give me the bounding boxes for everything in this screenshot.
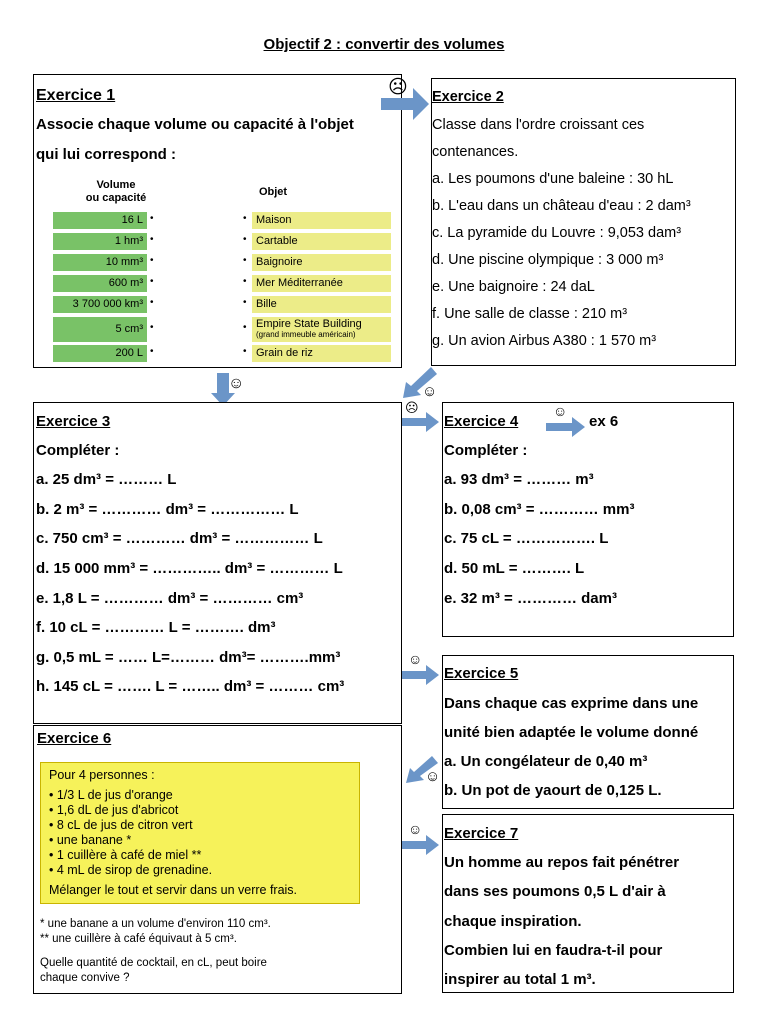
sad-face-icon: ☹: [388, 77, 408, 98]
object-cell: Grain de riz: [252, 345, 391, 362]
exercise-1-heading: Exercice 1: [36, 87, 116, 104]
object-note: (grand immeuble américain): [256, 330, 356, 339]
happy-face-icon: ☺: [425, 768, 441, 785]
arrow-right-icon: [402, 664, 440, 686]
happy-face-icon: ☺: [228, 375, 245, 392]
exercise-6-question: Quelle quantité de cocktail, en cL, peut boire: [40, 957, 267, 969]
page-title: Objectif 2 : convertir des volumes: [263, 36, 505, 53]
exercise-2-item: f. Une salle de classe : 210 m³: [432, 306, 628, 322]
exercise-3-item: f. 10 cL = ………… L = ………. dm³: [36, 619, 276, 636]
exercise-5-line: Dans chaque cas exprime dans une: [444, 695, 699, 712]
exercise-3-item: a. 25 dm³ = ……… L: [36, 471, 177, 488]
object-cell: Mer Méditerranée: [252, 275, 391, 292]
volume-column-header: [53, 179, 179, 205]
exercise-4-item: e. 32 m³ = ………… dam³: [444, 590, 617, 607]
exercise-3-item: d. 15 000 mm³ = ………….. dm³ = ………… L: [36, 560, 343, 577]
happy-face-icon: ☺: [408, 821, 423, 837]
exercise-1-instruction-1: Associe chaque volume ou capacité à l'objet: [36, 116, 354, 133]
exercise-3-item: h. 145 cL = ……. L = …….. dm³ = ……… cm³: [36, 678, 345, 695]
object-column-header: Objet: [258, 186, 288, 198]
match-dot-right[interactable]: •: [243, 322, 247, 333]
exercise-2-item: c. La pyramide du Louvre : 9,053 dam³: [432, 225, 682, 241]
exercise-5-line: b. Un pot de yaourt de 0,125 L.: [444, 782, 662, 799]
recipe-ingredient: • 8 cL de jus de citron vert: [49, 818, 193, 832]
match-dot-left[interactable]: •: [150, 234, 154, 245]
volume-cell: 1 hm³: [53, 233, 147, 250]
volume-cell: 600 m³: [53, 275, 147, 292]
recipe-instruction: Mélanger le tout et servir dans un verre frais.: [49, 883, 298, 897]
match-dot-right[interactable]: •: [243, 213, 247, 224]
match-dot-left[interactable]: •: [150, 346, 154, 357]
match-dot-left[interactable]: •: [150, 213, 154, 224]
object-cell-empire: [252, 317, 391, 342]
exercise-2-item: g. Un avion Airbus A380 : 1 570 m³: [432, 333, 657, 349]
exercise-3-heading: Exercice 3: [36, 413, 111, 430]
match-dot-right[interactable]: •: [243, 255, 247, 266]
exercise-7-line: chaque inspiration.: [444, 913, 582, 930]
match-dot-left[interactable]: •: [150, 322, 154, 333]
match-dot-left[interactable]: •: [150, 276, 154, 287]
happy-face-icon: ☺: [408, 651, 423, 667]
volume-header-line-1: Volume: [96, 179, 136, 191]
exercise-4-intro: Compléter :: [444, 442, 528, 459]
volume-cell: 3 700 000 km³: [53, 296, 147, 313]
recipe-ingredient: • 1 cuillère à café de miel **: [49, 848, 202, 862]
exercise-6-link[interactable]: ex 6: [589, 413, 619, 430]
match-dot-left[interactable]: •: [150, 255, 154, 266]
exercise-7-heading: Exercice 7: [444, 825, 519, 842]
exercise-3-item: b. 2 m³ = ………… dm³ = …………… L: [36, 501, 299, 518]
volume-cell: 10 mm³: [53, 254, 147, 271]
exercise-7-line: inspirer au total 1 m³.: [444, 971, 596, 988]
exercise-6-heading: Exercice 6: [37, 730, 112, 747]
match-dot-left[interactable]: •: [150, 297, 154, 308]
object-cell: Maison: [252, 212, 391, 229]
recipe-ingredient: • 1,6 dL de jus d'abricot: [49, 803, 179, 817]
arrow-right-icon: [402, 834, 440, 856]
exercise-1-instruction-2: qui lui correspond :: [36, 146, 177, 163]
exercise-5-line: unité bien adaptée le volume donné: [444, 724, 699, 741]
recipe-ingredient: • une banane *: [49, 833, 132, 847]
exercise-4-item: b. 0,08 cm³ = ………… mm³: [444, 501, 635, 518]
match-dot-right[interactable]: •: [243, 297, 247, 308]
exercise-7-line: dans ses poumons 0,5 L d'air à: [444, 883, 666, 900]
exercise-7-line: Un homme au repos fait pénétrer: [444, 854, 680, 871]
happy-face-icon: ☺: [422, 383, 438, 400]
recipe-ingredient: • 4 mL de sirop de grenadine.: [49, 863, 213, 877]
exercise-2-intro-2: contenances.: [432, 144, 519, 160]
exercise-2-item: e. Une baignoire : 24 daL: [432, 279, 595, 295]
object-cell: Bille: [252, 296, 391, 313]
exercise-3-intro: Compléter :: [36, 442, 120, 459]
arrow-right-icon: [546, 416, 586, 438]
match-dot-right[interactable]: •: [243, 346, 247, 357]
match-dot-right[interactable]: •: [243, 276, 247, 287]
exercise-4-item: d. 50 mL = ………. L: [444, 560, 585, 577]
volume-header-line-2: ou capacité: [85, 192, 147, 204]
exercise-2-item: a. Les poumons d'une baleine : 30 hL: [432, 171, 674, 187]
exercise-3-item: g. 0,5 mL = …… L=……… dm³= ……….mm³: [36, 649, 341, 666]
exercise-6-note: ** une cuillère à café équivaut à 5 cm³.: [40, 933, 237, 945]
volume-cell: 5 cm³: [53, 317, 147, 342]
exercise-4-item: c. 75 cL = ……………. L: [444, 530, 609, 547]
exercise-4-item: a. 93 dm³ = ……… m³: [444, 471, 594, 488]
object-label: Empire State Building: [256, 318, 362, 330]
exercise-6-note: * une banane a un volume d'environ 110 cm³.: [40, 918, 271, 930]
exercise-4-heading: Exercice 4: [444, 413, 519, 430]
recipe-title: Pour 4 personnes :: [49, 768, 155, 782]
exercise-3-item: c. 750 cm³ = ………… dm³ = …………… L: [36, 530, 323, 547]
sad-face-icon: ☹: [405, 400, 419, 415]
exercise-5-line: a. Un congélateur de 0,40 m³: [444, 753, 648, 770]
exercise-2-heading: Exercice 2: [432, 89, 504, 105]
happy-face-icon: ☺: [553, 403, 568, 419]
object-cell: Baignoire: [252, 254, 391, 271]
exercise-2-item: d. Une piscine olympique : 3 000 m³: [432, 252, 664, 268]
exercise-7-line: Combien lui en faudra-t-il pour: [444, 942, 663, 959]
recipe-card: [40, 762, 360, 904]
recipe-ingredient: • 1/3 L de jus d'orange: [49, 788, 173, 802]
exercise-2-intro-1: Classe dans l'ordre croissant ces: [432, 117, 645, 133]
exercise-5-heading: Exercice 5: [444, 665, 519, 682]
exercise-2-item: b. L'eau dans un château d'eau : 2 dam³: [432, 198, 691, 214]
exercise-6-question: chaque convive ?: [40, 972, 130, 984]
arrow-right-icon: [402, 411, 440, 433]
object-cell: Cartable: [252, 233, 391, 250]
exercise-3-item: e. 1,8 L = ………… dm³ = ………… cm³: [36, 590, 304, 607]
match-dot-right[interactable]: •: [243, 234, 247, 245]
volume-cell: 200 L: [53, 345, 147, 362]
volume-cell: 16 L: [53, 212, 147, 229]
